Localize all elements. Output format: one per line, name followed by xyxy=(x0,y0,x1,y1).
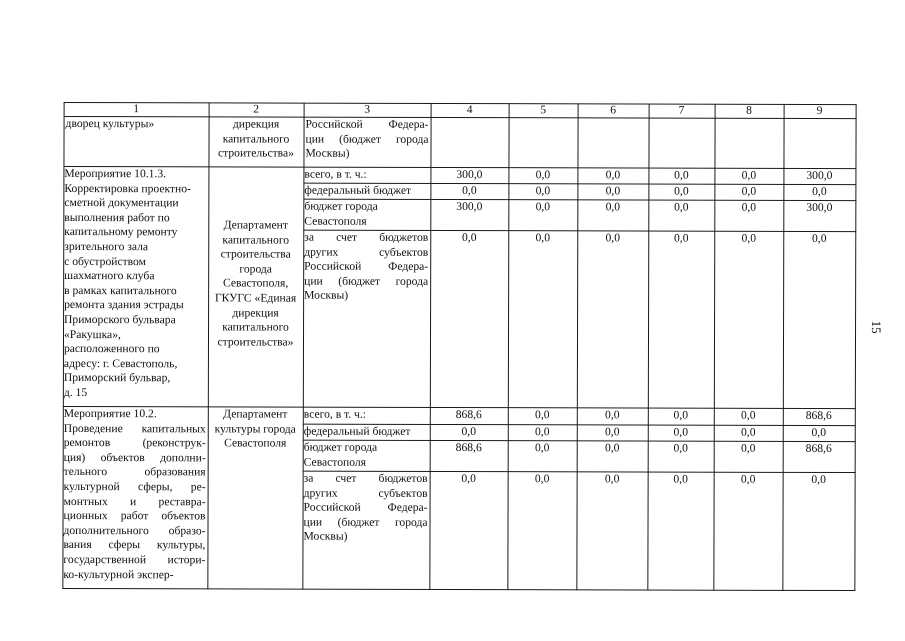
block1-value-cell: 0,0 xyxy=(535,200,551,214)
block2-source-line: Москвы) xyxy=(303,530,348,544)
block1-source-line: за счет бюджетов xyxy=(304,230,429,244)
block2-measure-line: ко-культурной экспер- xyxy=(63,567,174,581)
block2-value-cell: 0,0 xyxy=(673,441,688,455)
block1-value-cell: 0,0 xyxy=(674,168,689,182)
block1-measure-line: сметной документации xyxy=(64,196,179,210)
block2-value-cell: 0,0 xyxy=(535,408,550,422)
block2-value-cell: 0,0 xyxy=(534,441,550,455)
block1-value-cell: 300,0 xyxy=(456,168,483,182)
block1-executor-line: капитального xyxy=(222,320,289,334)
block1-value-cell: 0,0 xyxy=(605,231,621,245)
block2-measure-line: вания сферы культуры, xyxy=(63,538,206,552)
block1-value-cell: 0,0 xyxy=(741,200,757,214)
block2-source-line: за счет бюджетов xyxy=(303,471,428,485)
block2-value-cell: 868,6 xyxy=(455,441,482,455)
block1-value-cell: 0,0 xyxy=(462,184,477,198)
block2-source-line: Севастополя xyxy=(303,455,367,469)
table-bottom-rule xyxy=(62,588,855,591)
block1-value-cell: 0,0 xyxy=(535,184,551,198)
block1-value-cell: 0,0 xyxy=(462,231,477,245)
block1-value-cell: 0,0 xyxy=(674,184,689,198)
block2-value-cell: 0,0 xyxy=(811,472,826,486)
block2-measure-line: государственной истори- xyxy=(63,552,206,567)
block1-value-cell: 0,0 xyxy=(605,200,621,214)
block1-measure-line: шахматного клуба xyxy=(64,269,155,283)
block1-measure-line: адресу: г. Севастополь, xyxy=(63,356,178,371)
continuation-col2-line: строительства» xyxy=(218,146,294,160)
header-col-5: 5 xyxy=(540,103,547,117)
page-number: 15 xyxy=(869,320,885,334)
block1-value-cell: 0,0 xyxy=(812,231,827,245)
block2-value-cell: 0,0 xyxy=(461,472,476,486)
block1-executor-line: Департамент xyxy=(223,218,288,232)
continuation-col2-line: дирекция xyxy=(232,117,280,131)
block1-executor-line: города xyxy=(239,262,272,276)
block1-measure-line: в рамках капитального xyxy=(64,283,177,298)
block2-measure-line: ционных работ объектов xyxy=(63,509,206,523)
block2-measure-line: тельного образования xyxy=(63,465,206,479)
block1-measure-line: расположенного по xyxy=(63,342,160,356)
block2-value-cell: 0,0 xyxy=(604,425,620,439)
block1-source-line: других субъектов xyxy=(304,245,429,259)
header-col-7: 7 xyxy=(678,103,685,117)
block1-measure-line: Приморский бульвар, xyxy=(63,371,171,385)
block2-source-line: федеральный бюджет xyxy=(303,424,411,438)
block2-value-cell: 0,0 xyxy=(605,408,620,422)
block2-value-cell: 0,0 xyxy=(673,425,689,439)
block2-value-cell: 0,0 xyxy=(534,425,550,439)
block1-source-line: всего, в т. ч.: xyxy=(304,167,367,181)
header-col-8: 8 xyxy=(746,103,753,117)
block1-value-cell: 0,0 xyxy=(741,231,757,245)
block1-measure-line: ремонта здания эстрады xyxy=(64,298,184,312)
block2-value-cell: 0,0 xyxy=(740,472,756,486)
block2-source-line: Российской Федера- xyxy=(303,500,428,515)
block1-value-cell: 300,0 xyxy=(456,200,483,214)
block1-measure-line: зрительного зала xyxy=(64,239,149,254)
block1-measure-line: Приморского бульвара xyxy=(64,312,176,327)
block2-executor-line: Севастополя xyxy=(224,436,287,450)
header-col-3: 3 xyxy=(364,102,371,116)
block2-value-cell: 868,6 xyxy=(805,441,832,455)
block2-measure-line: монтных и реставра- xyxy=(63,494,206,508)
block1-value-cell: 0,0 xyxy=(605,168,621,182)
block1-value-cell: 0,0 xyxy=(741,184,757,198)
block1-executor-line: строительства xyxy=(220,247,291,261)
header-col-6: 6 xyxy=(610,103,617,117)
block2-value-cell: 0,0 xyxy=(673,408,689,422)
block1-measure-line: с обустройством xyxy=(64,254,147,268)
block1-measure-line: д. 15 xyxy=(63,385,88,400)
block1-source-line: Москвы) xyxy=(304,289,349,303)
block2-value-cell: 0,0 xyxy=(604,472,620,486)
block1-measure-line: Мероприятие 10.1.3. xyxy=(64,166,167,181)
block2-measure-line: дополнительного образо- xyxy=(63,523,206,538)
block1-value-cell: 0,0 xyxy=(741,168,757,182)
continuation-col2-line: капитального xyxy=(222,131,290,146)
block2-value-cell: 0,0 xyxy=(740,425,756,439)
block1-value-cell: 0,0 xyxy=(674,231,689,245)
continuation-col3-line: Москвы) xyxy=(305,146,350,160)
block2-value-cell: 0,0 xyxy=(604,441,620,455)
block2-value-cell: 868,6 xyxy=(805,408,832,422)
block1-executor-line: дирекция xyxy=(232,306,279,320)
block1-value-cell: 0,0 xyxy=(674,200,689,214)
block2-measure-line: ция) объектов дополни- xyxy=(63,450,206,465)
header-col-9: 9 xyxy=(816,103,823,117)
block2-measure-line: Проведение капитальных xyxy=(63,421,206,435)
block1-value-cell: 0,0 xyxy=(605,184,621,198)
block2-executor-line: культуры города xyxy=(214,421,296,436)
block1-executor-line: капитального xyxy=(222,232,290,247)
block2-measure-line: Мероприятие 10.2. xyxy=(63,406,157,421)
block1-value-cell: 300,0 xyxy=(806,168,833,183)
block2-source-line: всего, в т. ч.: xyxy=(303,407,367,421)
block1-source-line: федеральный бюджет xyxy=(304,183,412,197)
block2-value-cell: 0,0 xyxy=(740,441,756,455)
block1-value-cell: 0,0 xyxy=(535,168,551,182)
header-col-1: 1 xyxy=(133,102,140,116)
block1-value-cell: 0,0 xyxy=(812,184,827,198)
block1-measure-line: Корректировка проектно- xyxy=(64,181,191,195)
block2-value-cell: 0,0 xyxy=(673,472,688,486)
block2-value-cell: 0,0 xyxy=(461,425,477,439)
budget-table xyxy=(1,0,905,1)
block1-source-line: Севастополя xyxy=(304,214,367,228)
block1-executor-line: Севастополя, xyxy=(223,276,289,290)
block2-value-cell: 0,0 xyxy=(811,425,827,439)
block1-measure-line: капитальному ремонту xyxy=(64,225,178,239)
block1-source-line: Российской Федера- xyxy=(304,259,429,274)
block1-executor-line: строительства» xyxy=(217,335,294,349)
block1-measure-line: «Ракушка», xyxy=(63,327,121,341)
block1-value-cell: 300,0 xyxy=(806,200,833,215)
block2-source-line: других субъектов xyxy=(303,486,428,500)
block1-value-cell: 0,0 xyxy=(535,231,551,245)
continuation-col3-line: ции (бюджет города xyxy=(305,132,429,146)
block2-value-cell: 0,0 xyxy=(534,472,550,486)
block1-executor-line: ГКУГС «Единая xyxy=(214,291,297,305)
block2-executor-line: Департамент xyxy=(223,407,288,421)
block1-source-line: бюджет города xyxy=(304,199,378,213)
block2-value-cell: 0,0 xyxy=(741,408,756,422)
block1-measure-line: выполнения работ по xyxy=(64,210,170,225)
block2-source-line: бюджет города xyxy=(303,440,378,454)
table-content xyxy=(1,0,905,581)
header-col-2: 2 xyxy=(253,102,260,116)
block2-value-cell: 868,6 xyxy=(455,408,482,422)
block2-measure-line: ремонтов (реконструк- xyxy=(63,436,206,450)
block2-source-line: ции (бюджет города xyxy=(303,515,428,529)
continuation-col3-line: Российской Федера- xyxy=(305,117,429,131)
block2-measure-line: культурной сферы, ре- xyxy=(63,479,206,494)
continuation-col1: дворец культуры» xyxy=(65,116,155,131)
header-col-4: 4 xyxy=(466,103,473,117)
block1-source-line: ции (бюджет города xyxy=(304,274,429,288)
